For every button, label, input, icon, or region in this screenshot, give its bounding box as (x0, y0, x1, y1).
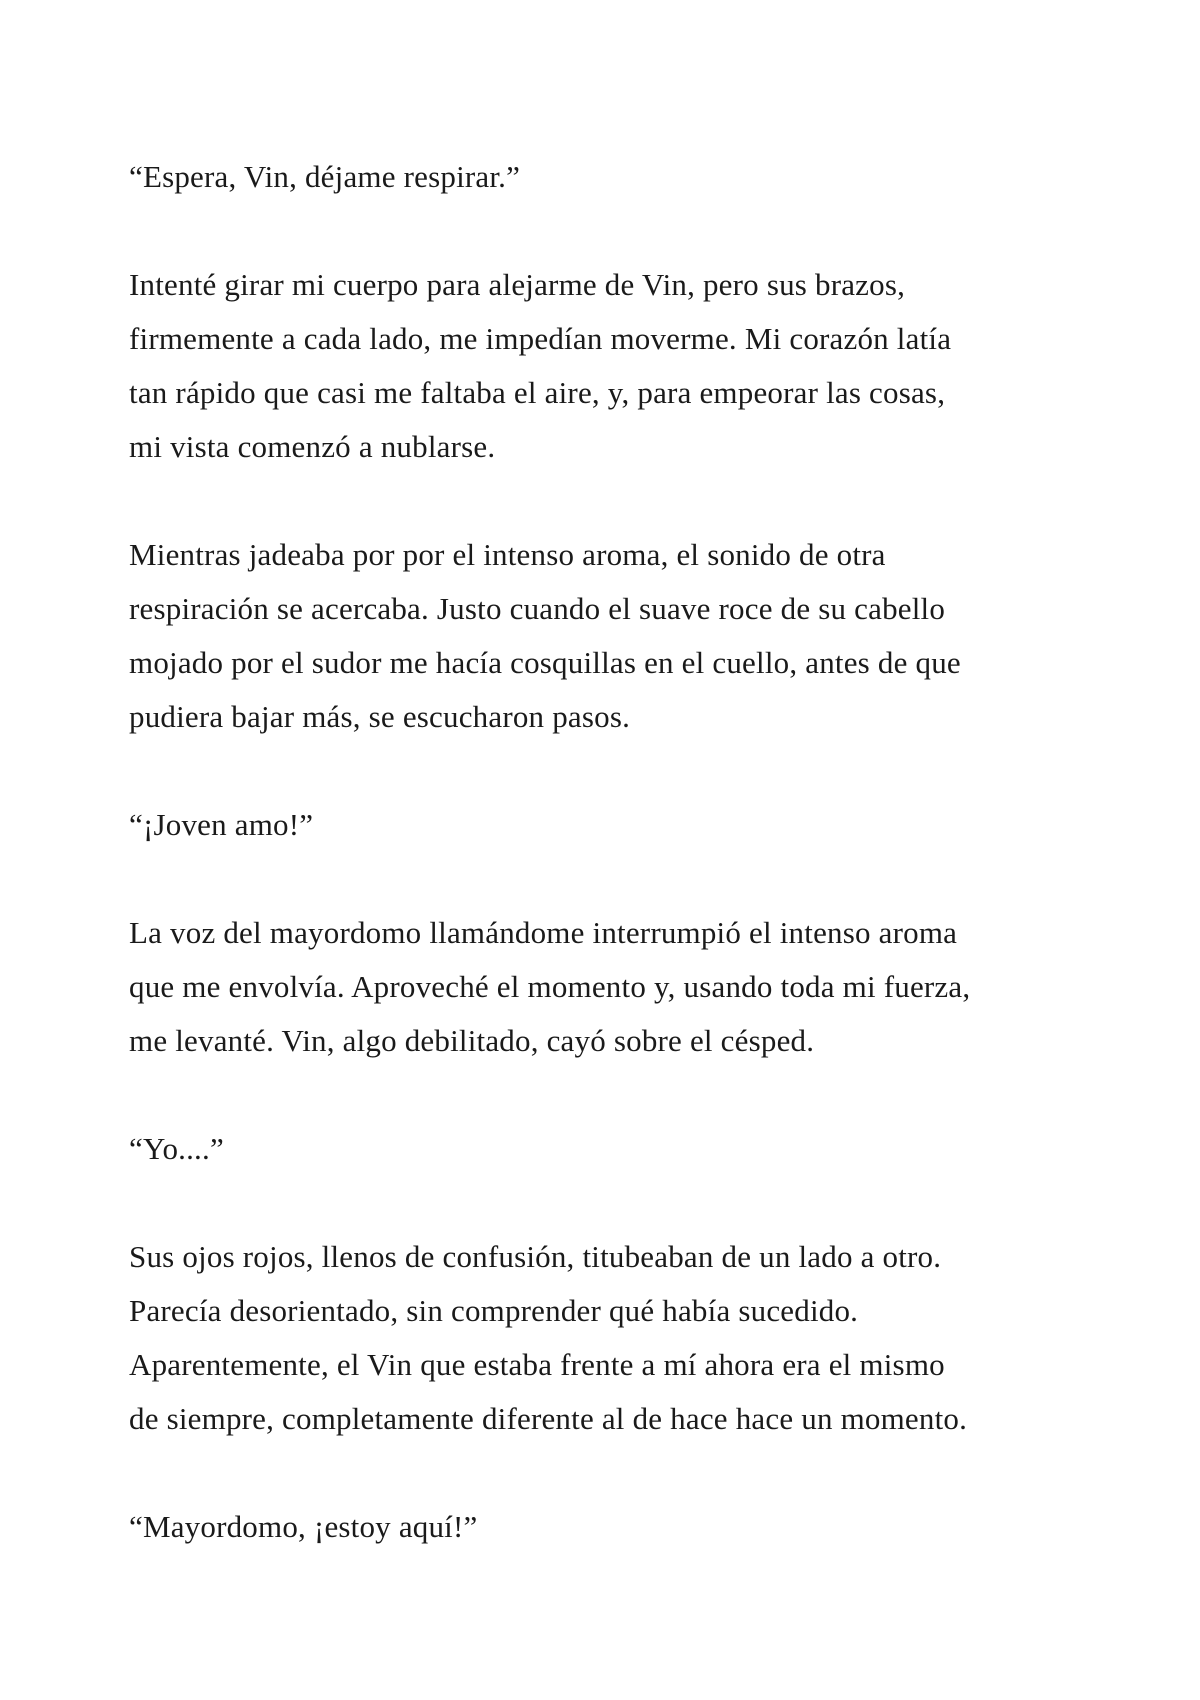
text-line: mi vista comenzó a nublarse. (129, 429, 496, 464)
text-line: “Espera, Vin, déjame respirar.” (129, 159, 521, 194)
text-line: mojado por el sudor me hacía cosquillas en el cuello, antes de que (129, 645, 961, 680)
text-line: Parecía desorientado, sin comprender qué había sucedido. (129, 1293, 859, 1328)
body-text (129, 150, 1089, 1608)
text-line: La voz del mayordomo llamándome interrumpió el intenso aroma (129, 915, 958, 950)
text-line: “Yo....” (129, 1131, 224, 1166)
text-line: de siempre, completamente diferente al de hace hace un momento. (129, 1401, 968, 1436)
text-line: tan rápido que casi me faltaba el aire, y, para empeorar las cosas, (129, 375, 946, 410)
paragraph-dialogue-4 (129, 1500, 1089, 1554)
text-line: Aparentemente, el Vin que estaba frente a mí ahora era el mismo (129, 1347, 945, 1382)
text-line: firmemente a cada lado, me impedían moverme. Mi corazón latía (129, 321, 952, 356)
paragraph-dialogue-1 (129, 150, 1089, 204)
paragraph-dialogue-2 (129, 798, 1089, 852)
text-line: “Mayordomo, ¡estoy aquí!” (129, 1509, 478, 1544)
text-line: Intenté girar mi cuerpo para alejarme de Vin, pero sus brazos, (129, 267, 906, 302)
paragraph-narration-3 (129, 906, 1089, 1068)
text-line: “¡Joven amo!” (129, 807, 314, 842)
paragraph-narration-4 (129, 1230, 1089, 1446)
paragraph-narration-1 (129, 258, 1089, 474)
text-line: Sus ojos rojos, llenos de confusión, titubeaban de un lado a otro. (129, 1239, 942, 1274)
text-line: que me envolvía. Aproveché el momento y, usando toda mi fuerza, (129, 969, 971, 1004)
paragraph-narration-2 (129, 528, 1089, 744)
text-line: me levanté. Vin, algo debilitado, cayó sobre el césped. (129, 1023, 815, 1058)
text-line: Mientras jadeaba por por el intenso aroma, el sonido de otra (129, 537, 886, 572)
paragraph-dialogue-3 (129, 1122, 1089, 1176)
text-line: respiración se acercaba. Justo cuando el suave roce de su cabello (129, 591, 946, 626)
text-line: pudiera bajar más, se escucharon pasos. (129, 699, 631, 734)
